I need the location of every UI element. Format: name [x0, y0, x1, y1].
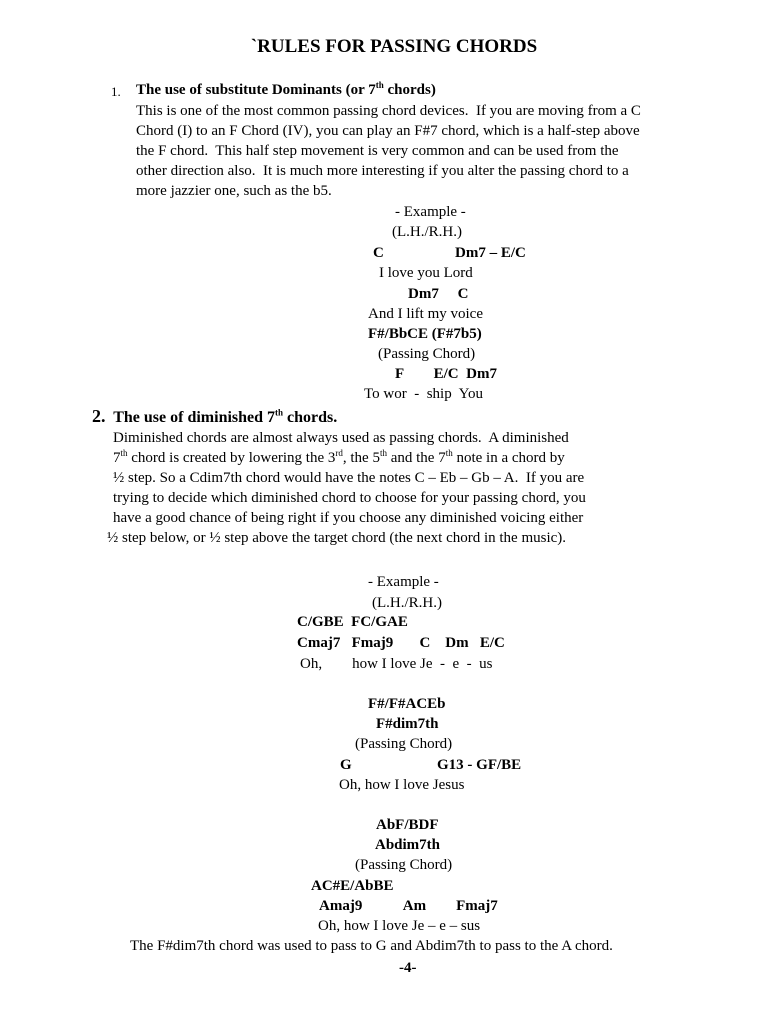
- example-2-lyric: Oh, how I love Je - e - us: [300, 656, 493, 672]
- section-1-paragraph-line: more jazzier one, such as the b5.: [136, 183, 332, 199]
- section-1-paragraph-line: other direction also. It is much more interesting if you alter the passing chord to a: [136, 163, 629, 179]
- example-2-passing-chord: F#/F#ACEb: [368, 696, 446, 712]
- example-1-chords: F E/C Dm7: [395, 366, 497, 382]
- example-1-lyric: I love you Lord: [379, 265, 473, 281]
- example-2-chords: Cmaj7 Fmaj9 C Dm E/C: [297, 635, 505, 651]
- section-1-heading: The use of substitute Dominants (or 7th chords): [136, 80, 436, 98]
- section-2-paragraph-line: have a good chance of being right if you choose any diminished voicing either: [113, 510, 584, 526]
- section-2-paragraph-line: 7th chord is created by lowering the 3rd, the 5th and the 7th note in a chord by: [113, 448, 565, 466]
- example-2-hands: (L.H./R.H.): [372, 595, 442, 611]
- example-1-passing-label: (Passing Chord): [378, 346, 476, 362]
- example-2-lyric: Oh, how I love Jesus: [339, 777, 465, 793]
- section-2-paragraph-line: ½ step. So a Cdim7th chord would have the notes C – Eb – Gb – A. If you are: [113, 470, 585, 486]
- section-1-paragraph-line: Chord (I) to an F Chord (IV), you can play an F#7 chord, which is a half-step above: [136, 123, 640, 139]
- example-1-chord: Dm7 – E/C: [455, 245, 526, 261]
- page-number: -4-: [399, 960, 417, 976]
- example-2-passing-label: (Passing Chord): [355, 857, 453, 873]
- example-1-label: - Example -: [395, 204, 466, 220]
- closing-sentence: The F#dim7th chord was used to pass to G and Abdim7th to pass to the A chord.: [130, 938, 613, 954]
- example-2-passing-chord: AbF/BDF: [376, 817, 439, 833]
- example-1-chords: Dm7 C: [408, 286, 469, 302]
- example-2-passing-chord-name: Abdim7th: [375, 837, 441, 853]
- section-1-paragraph-line: This is one of the most common passing chord devices. If you are moving from a C: [136, 103, 641, 119]
- example-2-voicing: AC#E/AbBE: [311, 878, 394, 894]
- section-2-paragraph-line: trying to decide which diminished chord to choose for your passing chord, you: [113, 490, 586, 506]
- example-1-passing-chord: F#/BbCE (F#7b5): [368, 326, 482, 342]
- example-2-label: - Example -: [368, 574, 439, 590]
- example-2-chords: Amaj9 Am Fmaj7: [319, 898, 498, 914]
- example-2-chord: G13 - GF/BE: [437, 757, 522, 773]
- section-1-paragraph-line: the F chord. This half step movement is very common and can be used from the: [136, 143, 619, 159]
- page-title: `RULES FOR PASSING CHORDS: [250, 36, 538, 57]
- example-2-lyric: Oh, how I love Je – e – sus: [318, 918, 481, 934]
- example-1-lyric: To wor - ship You: [364, 386, 483, 402]
- example-1-chord: C: [373, 245, 384, 261]
- section-2-paragraph-line: Diminished chords are almost always used as passing chords. A diminished: [113, 430, 569, 446]
- section-2-paragraph-line: ½ step below, or ½ step above the target chord (the next chord in the music).: [107, 530, 567, 546]
- example-1-lyric: And I lift my voice: [368, 306, 483, 322]
- example-2-passing-label: (Passing Chord): [355, 736, 453, 752]
- example-2-chord: G: [340, 757, 352, 773]
- example-1-hands: (L.H./R.H.): [392, 224, 462, 240]
- example-2-voicings: C/GBE FC/GAE: [297, 614, 408, 630]
- section-2-heading: 2. The use of diminished 7th chords.: [92, 406, 338, 426]
- section-1-number: 1.: [111, 84, 121, 99]
- example-2-passing-chord-name: F#dim7th: [376, 716, 439, 732]
